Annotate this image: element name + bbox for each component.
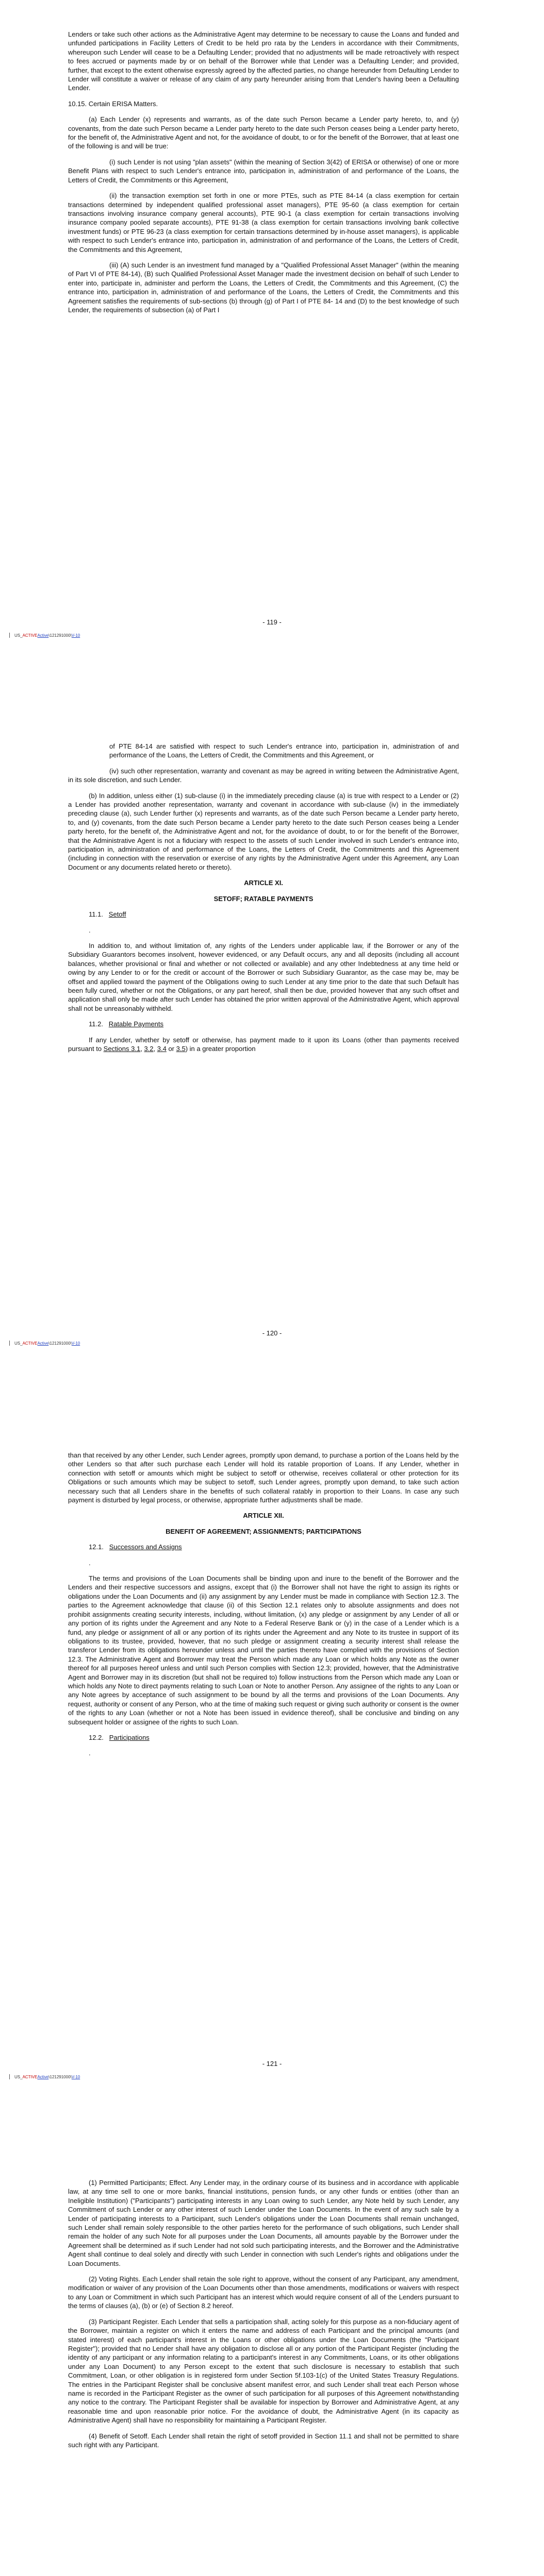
section-heading: 11.2. Ratable Payments [89,1020,164,1028]
doc-footer: US_ACTIVEActive\121291000\V-10 [14,1341,80,1346]
paragraph: (4) Benefit of Setoff. Each Lender shall retain the right of setoff provided in Section 11.1 and shall not be permitted to share such right with any Participant. [68,2432,459,2449]
page-number: - 121 - [262,2060,282,2067]
paragraph: If any Lender, whether by setoff or otherwise, has payment made to it upon its Loans (other than payments received pursuant to Sections 3.1, 3.2, 3.4 or 3.5) in a greater proportion [68,1036,459,1053]
section-dot: . [89,1749,91,1757]
paragraph: (a) Each Lender (x) represents and warrants, as of the date such Person became a Lender party hereto, to, and (y) covenants, from the date such Person became a Lender party hereto to the date such Person ceases being a Lender party hereto, for the benefit of, the Administrative Agent and not, for the avoidance of doubt, to or for the benefit of the Borrower, that at least one of the following is and will be true: [68,115,459,150]
paragraph: Lenders or take such other actions as the Administrative Agent may determine to be necessary to cause the Loans and funded and unfunded participations in Facility Letters of Credit to be held pro rata by the Lenders in accordance with their Commitments, whereupon such Lender will cease to be a Defaulting Lender; provided that no adjustments will be made retroactively with respect to fees accrued or payments made by or on behalf of the Borrower while that Lender was a Defaulting Lender; and provided, further, that except to the extent otherwise expressly agreed by the affected parties, no change hereunder from Defaulting Lender to Lender will constitute a waiver or release of any claim of any party hereunder arising from that Lender's having been a Defaulting Lender. [68,30,459,92]
doc-footer: US_ACTIVEActive\121291000\V-10 [14,633,80,638]
doc-footer: US_ACTIVEActive\121291000\V-10 [14,2075,80,2079]
paragraph: (1) Permitted Participants; Effect. Any Lender may, in the ordinary course of its business and in accordance with applicable law, at any time sell to one or more banks, financial institutions, pension funds, or any other funds or entities (other than an Ineligible Institution) ("Participants") participating interests in any Loan owing to such Lender, any Note held by such Lender, any Commitment of such Lender or any other interest of such Lender under the Loan Documents. In the event of any such sale by a Lender of participating interests to a Participant, such Lender's obligations under the Loan Documents shall remain unchanged, such Lender shall remain solely responsible to the other parties hereto for the performance of such obligations, such Lender shall remain the holder of any such Note for all purposes under the Loan Documents, all amounts payable by the Borrower under the Agreement shall be determined as if such Lender had not sold such participating interests, and the Borrower and the Administrative Agent shall continue to deal solely and directly with such Lender in connection with such Lender's rights and obligations under the Loan Documents. [68,2179,459,2267]
paragraph: (iii) (A) such Lender is an investment fund managed by a "Qualified Professional Asset Manager" (within the meaning of Part VI of PTE 84-14), (B) such Qualified Professional Asset Manager made the investment decision on behalf of such Lender to enter into, participate in, administer and perform the Loans, the Letters of Credit, the Commitments and this Agreement, (C) the entrance into, participation in, administration of and performance of the Loans, the Letters of Credit, the Commitments and this Agreement satisfies the requirements of sub-sections (b) through (g) of Part I of PTE 84- 14 and (D) to the best knowledge of such Lender, the requirements of subsection (a) of Part I [68,261,459,314]
article-heading: ARTICLE XI. [244,879,283,887]
section-dot: . [89,926,91,934]
paragraph: (3) Participant Register. Each Lender that sells a participation shall, acting solely for this purpose as a non-fiduciary agent of the Borrower, maintain a register on which it enters the name and address of each Participant and the principal amounts (and stated interest) of each participant's interest in the Loans or other obligations under the Loan Documents (the "Participant Register"); provided that no Lender shall have any obligation to disclose all or any portion of the Participant Register (including the identity of any participant or any information relating to a participant's interest in any Commitments, Loans, or its other obligations under any Loan Document) to any Person except to the extent that such disclosure is necessary to establish that such Commitment, Loan, or other obligation is in registered form under Section 5f.103-1(c) of the United States Treasury Regulations. The entries in the Participant Register shall be conclusive absent manifest error, and such Lender shall treat each Person whose name is recorded in the Participant Register as the owner of such participation for all purposes of this Agreement notwithstanding any notice to the contrary. The Participant Register shall be available for inspection by Borrower and Administrative Agent, at any reasonable time and upon reasonable prior notice. For the avoidance of doubt, the Administrative Agent (in its capacity as Administrative Agent) shall have no responsibility for maintaining a Participant Register. [68,2317,459,2425]
article-title: SETOFF; RATABLE PAYMENTS [213,894,314,903]
paragraph: (2) Voting Rights. Each Lender shall retain the sole right to approve, without the consent of any Participant, any amendment, modification or waiver of any provision of the Loan Documents other than those amendments, modifications or waivers with respect to any Loan or Commitment in which such Participant has an interest which would require consent of all of the Lenders pursuant to the terms of clauses (a), (b) or (e) of Section 8.2 hereof. [68,2275,459,2310]
paragraph: (ii) the transaction exemption set forth in one or more PTEs, such as PTE 84-14 (a class exemption for certain transactions determined by independent qualified professional asset managers), PTE 95-60 (a class exemption for certain transactions involving insurance company general accounts), PTE 90-1 (a class exemption for certain transactions involving insurance company pooled separate accounts), PTE 91-38 (a class exemption for certain transactions involving bank collective investment funds) or PTE 96-23 (a class exemption for certain transactions determined by in-house asset managers), is applicable with respect to such Lender's entrance into, participation in, administration of and performance of the Loans, the Letters of Credit, the Commitments and this Agreement, [68,192,459,253]
section-heading: 12.1. Successors and Assigns [89,1543,182,1551]
paragraph: (b) In addition, unless either (1) sub-clause (i) in the immediately preceding clause (a) is true with respect to a Lender or (2) a Lender has provided another representation, warranty and covenant in accordance with sub-clause (iv) in the immediately preceding clause (a), such Lender further (x) represents and warrants, as of the date such Person became a Lender party hereto, to, and (y) covenants, from the date such Person became a Lender party hereto to the date such Person ceases being a Lender party hereto, for the benefit of, the Administrative Agent and not, for the avoidance of doubt, to or for the benefit of the Borrower, that the Administrative Agent is not a fiduciary with respect to the assets of such Lender involved in such Lender's entrance into, participation in, administration of and performance of the Loans, the Letters of Credit, the Commitments and this Agreement (including in connection with the reservation or exercise of any rights by the Administrative Agent under this Agreement, any Loan Document or any documents related hereto or thereto). [68,791,459,871]
change-bar [9,1341,10,1346]
section-dot: . [89,1558,91,1567]
section-heading: 12.2. Participations [89,1733,150,1741]
change-bar [9,2074,10,2079]
section-heading: 11.1. Setoff [89,910,126,919]
paragraph: The terms and provisions of the Loan Documents shall be binding upon and inure to the benefit of the Borrower and the Lenders and their respective successors and assigns, except that (i) the Borrower shall not have the right to assign its rights or obligations under the Loan Documents and (ii) any assignment by any Lender must be made in compliance with Section 12.3. The parties to the Agreement acknowledge that clause (ii) of this Section 12.1 relates only to absolute assignments and does not prohibit assignments creating security interests, including, without limitation, (x) any pledge or assignment by any Lender of all or any portion of its rights under the Agreement and any Note to a Federal Reserve Bank or (y) in the case of a Lender which is a fund, any pledge or assignment of all or any portion of its rights under the Agreement and any Note to its trustee in support of its obligations to its trustee, provided, however, that no such pledge or assignment creating a security interest shall release the transferor Lender from its obligations hereunder unless and until the parties thereto have complied with the provisions of Section 12.3. The Administrative Agent and Borrower may treat the Person which made any Loan or which holds any Note as the owner thereof for all purposes hereof unless and until such Person complies with Section 12.3; provided, however, that the Administrative Agent and Borrower may in its discretion (but shall not be required to) follow instructions from the Person which made any Loan or which holds any Note to direct payments relating to such Loan or Note to another Person. Any assignee of the rights to any Loan or any Note agrees by acceptance of such assignment to be bound by all the terms and provisions of the Loan Documents. Any request, authority or consent of any Person, who at the time of making such request or giving such authority or consent is the owner of the rights to any Loan (whether or not a Note has been issued in evidence thereof), shall be conclusive and binding on any subsequent holder or assignee of the rights to such Loan. [68,1574,459,1726]
paragraph: of PTE 84-14 are satisfied with respect to such Lender's entrance into, participation in, administration of and performance of the Loans, the Letters of Credit, the Commitments and this Agreement, or [109,742,459,759]
page-number: - 120 - [262,1329,282,1337]
paragraph: (iv) such other representation, warranty and covenant as may be agreed in writing between the Administrative Agent, in its sole discretion, and such Lender. [68,767,459,784]
article-title: BENEFIT OF AGREEMENT; ASSIGNMENTS; PARTICIPATIONS [166,1527,361,1535]
change-bar [9,633,10,638]
page-number: - 119 - [262,618,282,626]
paragraph: than that received by any other Lender, such Lender agrees, promptly upon demand, to purchase a portion of the Loans held by the other Lenders so that after such purchase each Lender will hold its ratable proportion of Loans. If any Lender, whether in connection with setoff or amounts which might be subject to setoff or otherwise, receives collateral or other protection for its Obligations or such amounts which may be subject to setoff, such Lender agrees, promptly upon demand, to take such action necessary such that all Lenders share in the benefits of such collateral ratably in proportion to their Loans. In case any such payment is disturbed by legal process, or otherwise, appropriate further adjustments shall be made. [68,1451,459,1504]
paragraph: (i) such Lender is not using "plan assets" (within the meaning of Section 3(42) of ERISA or otherwise) of one or more Benefit Plans with respect to such Lender's entrance into, participation in, administration of and performance of the Loans, the Letters of Credit, the Commitments or this Agreement, [68,158,459,184]
paragraph: In addition to, and without limitation of, any rights of the Lenders under applicable law, if the Borrower or any of the Subsidiary Guarantors becomes insolvent, however evidenced, or any Default occurs, any and all deposits (including all account balances, whether provisional or final and whether or not collected or available) and any other Indebtedness at any time held or owing by any Lender to or for the credit or account of the Borrower or such Subsidiary Guarantor, as the case may be, may be offset and applied toward the payment of the Obligations owing to such Lender at any time prior to the date that such Default has been fully cured, whether or not the Obligations, or any part hereof, shall then be due, provided however that any such offset and application shall only be made after such Lender has obtained the prior written approval of the Administrative Agent, which approval shall not be unreasonably withheld. [68,941,459,1012]
article-heading: ARTICLE XII. [243,1512,284,1520]
section-heading: 10.15. Certain ERISA Matters. [68,99,158,108]
